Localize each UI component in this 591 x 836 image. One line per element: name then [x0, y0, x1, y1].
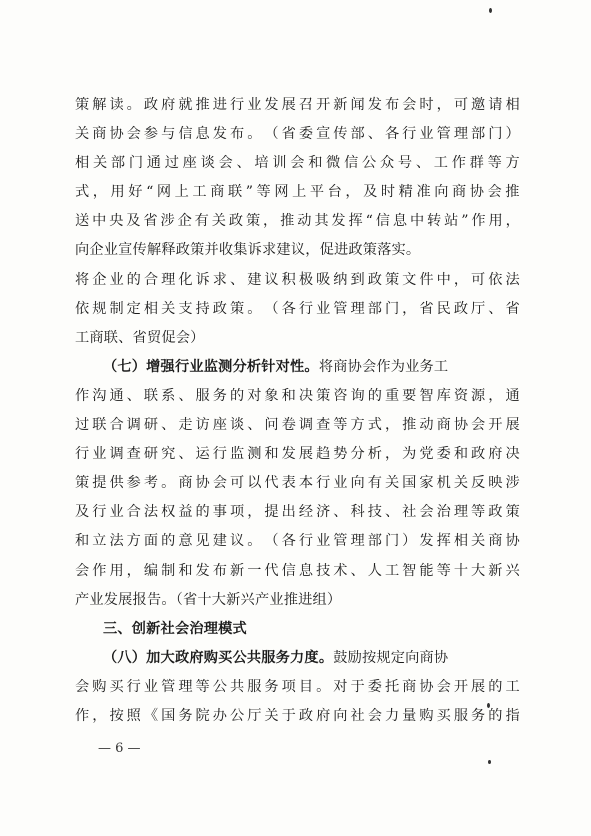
paragraph-8-heading: （八）加大政府购买公共服务力度。	[103, 649, 334, 666]
paragraph-8-first-line	[75, 644, 520, 673]
paragraph-7-first-text: 将商协会作为业务工	[318, 358, 449, 375]
text-line: 将 企 业 的 合 理 化 诉 求 、 建 议 积 极 吸 纳 到 政 策 文 件 中 ， 可 依 法	[75, 271, 520, 288]
text-line: 及 行 业 合 法 权 益 的 事 项 ， 提 出 经 济 、 科 技 、 社 会 治 理 等 政 策	[75, 504, 520, 521]
text-line: 和 立 法 方 面 的 意 见 建 议 。 （ 各 行 业 管 理 部 门 ） 发 挥 相 关 商 协	[75, 533, 520, 550]
text-line: 行 业 调 查 研 究 、 运 行 监 测 和 发 展 趋 势 分 析 ， 为 党 委 和 政 府 决	[75, 446, 520, 463]
document-body	[75, 91, 520, 731]
section-3-heading: 三、创新社会治理模式	[103, 620, 247, 637]
text-line: 产业发展报告。（省十大新兴产业推进组）	[75, 591, 342, 608]
text-line: 策 解 读 。 政 府 就 推 进 行 业 发 展 召 开 新 闻 发 布 会 时 ， 可 邀 请 相	[75, 97, 520, 113]
text-line: 送 中 央 及 省 涉 企 有 关 政 策 ， 推 动 其 发 挥 “ 信 息 中 转 站 ” 作 用 ，	[75, 213, 520, 230]
text-line: 策 提 供 参 考 。 商 协 会 可 以 代 表 本 行 业 向 有 关 国 家 机 关 反 映 涉	[75, 475, 520, 492]
scan-speck	[489, 8, 492, 13]
scan-speck	[488, 760, 491, 764]
paragraph-7-first-line	[75, 353, 520, 382]
text-line: 会 作 用 ， 编 制 和 发 布 新 一 代 信 息 技 术 、 人 工 智 能 等 十 大 新 兴	[75, 562, 520, 579]
text-line: 向企业宣传解释政策并收集诉求建议，促进政策落实。	[75, 242, 421, 259]
text-line: 作 沟 通 、 联 系 、 服 务 的 对 象 和 决 策 咨 询 的 重 要 智 库 资 源 ， 通	[75, 387, 520, 404]
text-line: 会 购 买 行 业 管 理 等 公 共 服 务 项 目 。 对 于 委 托 商 协 会 开 展 的 工	[75, 678, 520, 695]
paragraph-7-heading: （七）增强行业监测分析针对性。	[103, 358, 319, 375]
text-line: 作 ， 按 照 《 国 务 院 办 公 厅 关 于 政 府 向 社 会 力 量 购 买 服 务 的 指	[75, 707, 520, 724]
paragraph-8-first-text: 鼓励按规定向商协	[333, 649, 449, 666]
text-line: 相 关 部 门 通 过 座 谈 会 、 培 训 会 和 微 信 公 众 号 、 工 作 群 等 方	[75, 155, 520, 172]
page-number: — 6 —	[98, 741, 141, 756]
text-line: 关 商 协 会 参 与 信 息 发 布 。 （ 省 委 宣 传 部 、 各 行 业 管 理 部 门 ）	[75, 126, 520, 143]
text-line: 式 ， 用 好 “ 网 上 工 商 联 ” 等 网 上 平 台 ， 及 时 精 准 向 商 协 会 推	[75, 184, 520, 201]
text-line: 过 联 合 调 研 、 走 访 座 谈 、 问 卷 调 查 等 方 式 ， 推 动 商 协 会 开 展	[75, 417, 520, 434]
text-line: 工商联、省贸促会）	[75, 329, 205, 346]
text-line: 依 规 制 定 相 关 支 持 政 策 。 （ 各 行 业 管 理 部 门 ， 省 民 政 厅 、 省	[75, 300, 520, 317]
